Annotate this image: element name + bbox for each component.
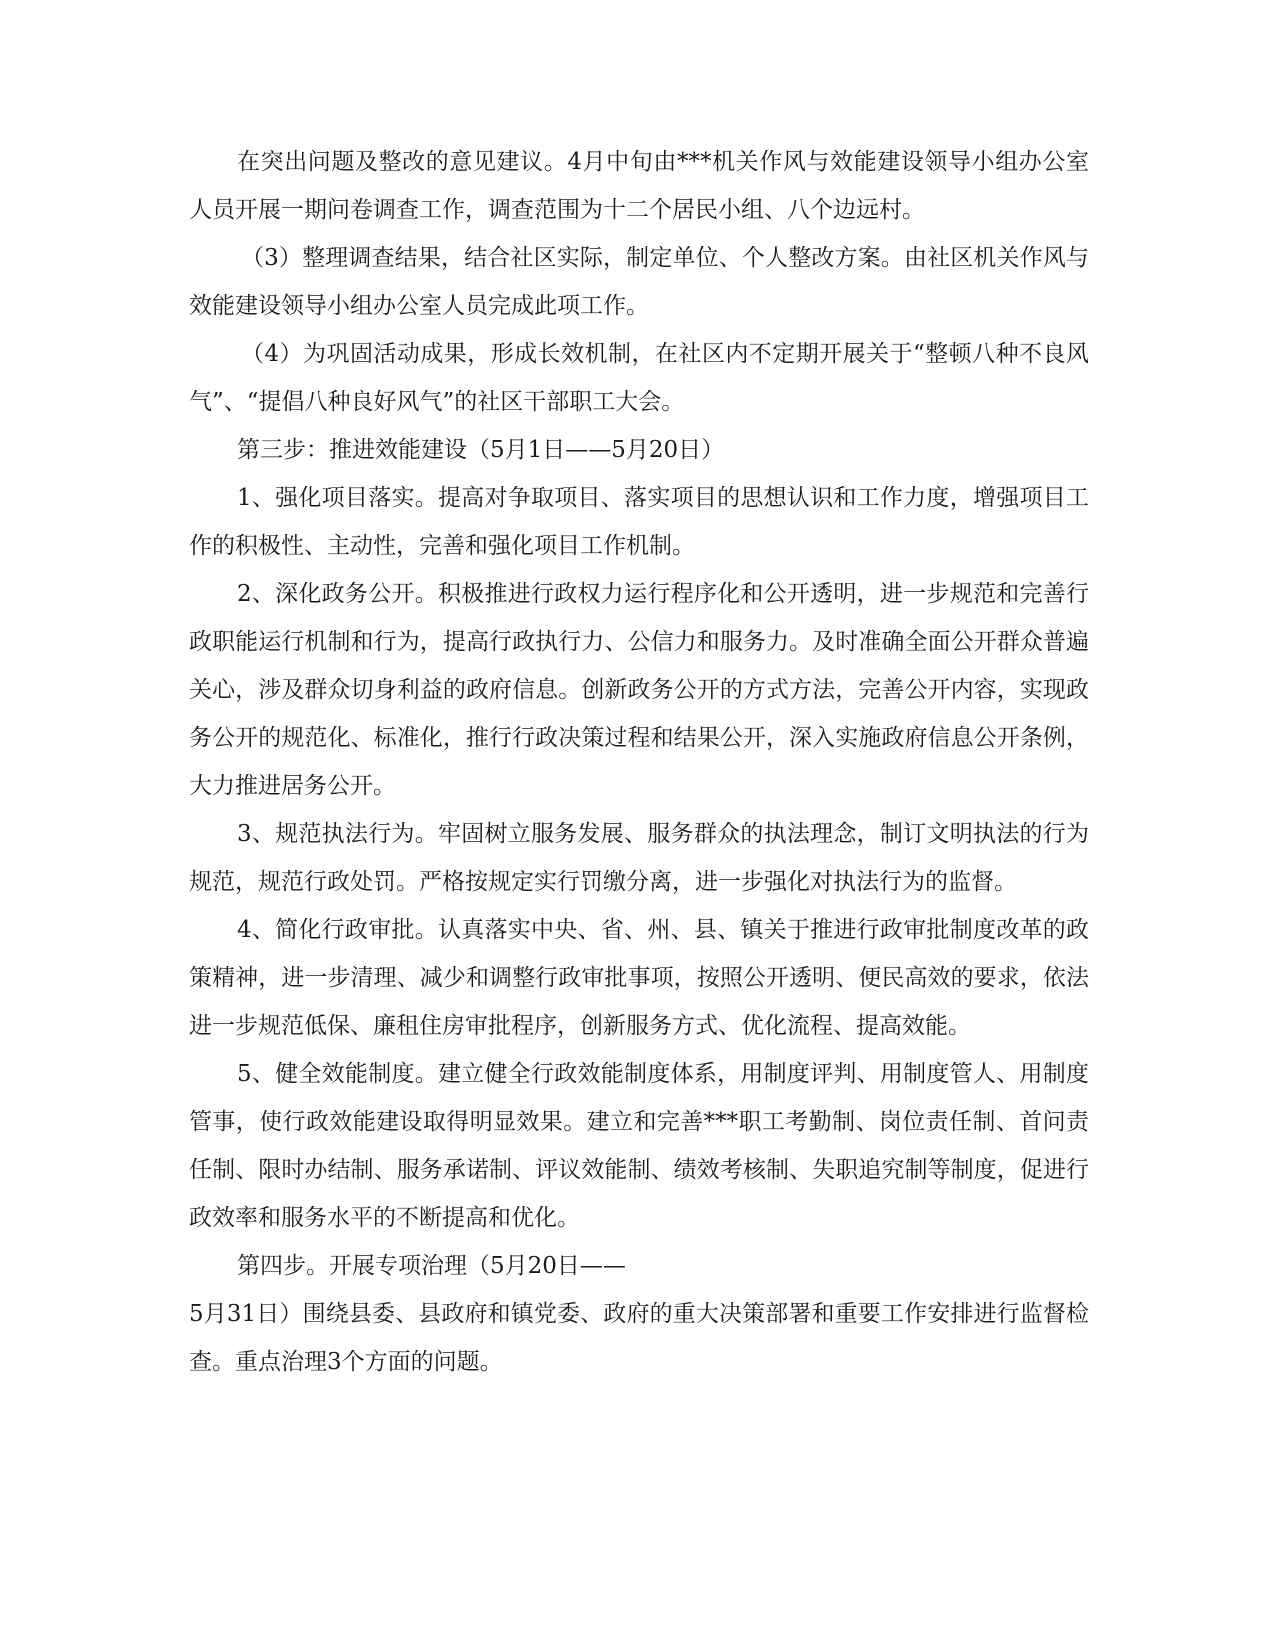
paragraph-point-2: 2、深化政务公开。积极推进行政权力运行程序化和公开透明，进一步规范和完善行政职能运行机制和行为，提高行政执行力、公信力和服务力。及时准确全面公开群众普遍关心，涉及群众切身利益的政府信息。创新政务公开的方式方法，完善公开内容，实现政务公开的规范化、标准化，推行行政决策过程和结果公开，深入实施政府信息公开条例，大力推进居务公开。 [189,581,1089,799]
heading-step-three: 第三步：推进效能建设（5月1日——5月20日） [237,437,725,463]
document-body [189,138,1089,1386]
paragraph-step-four-continued: 5月31日）围绕县委、县政府和镇党委、政府的重大决策部署和重要工作安排进行监督检查。重点治理3个方面的问题。 [189,1301,1089,1375]
paragraph-point-5: 5、健全效能制度。建立健全行政效能制度体系，用制度评判、用制度管人、用制度管事，使行政效能建设取得明显效果。建立和完善***职工考勤制、岗位责任制、首问责任制、限时办结制、服务承诺制、评议效能制、绩效考核制、失职追究制等制度，促进行政效率和服务水平的不断提高和优化。 [189,1061,1089,1231]
paragraph-survey: 在突出问题及整改的意见建议。4月中旬由***机关作风与效能建设领导小组办公室人员开展一期问卷调查工作，调查范围为十二个居民小组、八个边远村。 [189,149,1089,223]
heading-step-four: 第四步。开展专项治理（5月20日—— [237,1253,626,1279]
paragraph-item-4: （4）为巩固活动成果，形成长效机制，在社区内不定期开展关于“整顿八种不良风气”、“提倡八种良好风气”的社区干部职工大会。 [189,341,1089,415]
paragraph-point-1: 1、强化项目落实。提高对争取项目、落实项目的思想认识和工作力度，增强项目工作的积极性、主动性，完善和强化项目工作机制。 [189,485,1089,559]
paragraph-item-3: （3）整理调查结果，结合社区实际，制定单位、个人整改方案。由社区机关作风与效能建设领导小组办公室人员完成此项工作。 [189,245,1089,319]
paragraph-point-4: 4、简化行政审批。认真落实中央、省、州、县、镇关于推进行政审批制度改革的政策精神，进一步清理、减少和调整行政审批事项，按照公开透明、便民高效的要求，依法进一步规范低保、廉租住房审批程序，创新服务方式、优化流程、提高效能。 [189,917,1089,1039]
paragraph-point-3: 3、规范执法行为。牢固树立服务发展、服务群众的执法理念，制订文明执法的行为规范，规范行政处罚。严格按规定实行罚缴分离，进一步强化对执法行为的监督。 [189,821,1089,895]
